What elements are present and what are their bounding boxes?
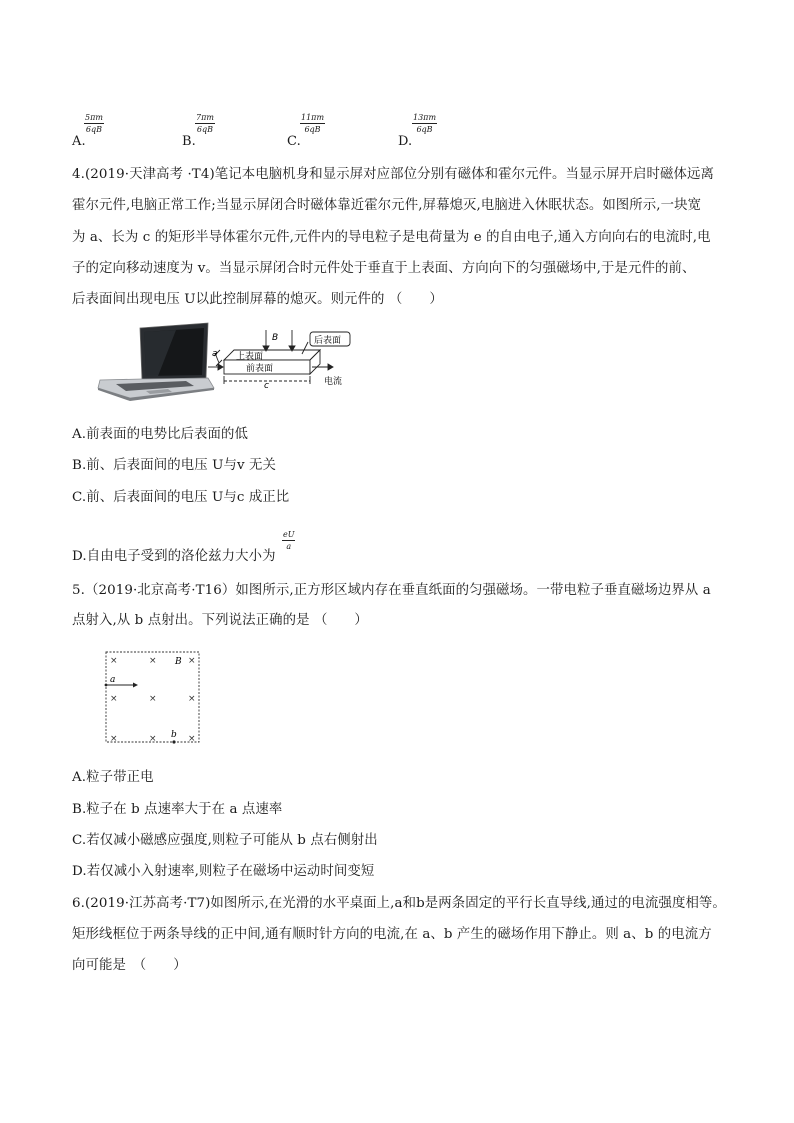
cross-mark: × — [110, 734, 118, 744]
laptop-icon — [98, 323, 214, 401]
q5-option-c: C.若仅减小磁感应强度,则粒子可能从 b 点右侧射出 — [72, 833, 378, 848]
q5-line-2: 点射入,从 b 点射出。下列说法正确的是 （ ） — [72, 613, 368, 628]
q5-figure — [100, 648, 210, 748]
q4-line-5: 后表面间出现电压 U以此控制屏幕的熄灭。则元件的 （ ） — [72, 292, 443, 307]
q4-fig-label-a: a — [212, 349, 218, 359]
magnetic-field-square-diagram — [100, 648, 210, 748]
q4-option-c: C.前、后表面间的电压 U与c 成正比 — [72, 490, 290, 505]
q3-option-b-fraction — [195, 113, 215, 134]
q4-option-d: D.自由电子受到的洛伦兹力大小为 — [72, 549, 276, 564]
q4-line-4: 子的定向移动速度为 v。当显示屏闭合时元件处于垂直于上表面、方向向下的匀强磁场中,于是元件的前、 — [72, 261, 696, 276]
q4-option-a: A.前表面的电势比后表面的低 — [72, 427, 249, 442]
q3-option-b-num: 7πm — [196, 113, 214, 122]
cross-mark: × — [188, 694, 196, 704]
cross-mark: × — [149, 734, 157, 744]
q4-option-d-den: a — [286, 542, 292, 551]
q4-fig-label-b: B — [272, 333, 279, 343]
q3-option-c-label: C. — [287, 134, 301, 149]
q4-fig-label-top: 上表面 — [236, 352, 264, 362]
q6-line-1: 6.(2019·江苏高考·T7)如图所示,在光滑的水平桌面上,a和b是两条固定的平行长直导线,通过的电流强度相等。 — [72, 896, 726, 911]
q5-option-a: A.粒子带正电 — [72, 770, 154, 785]
q3-option-d-num: 13πm — [413, 113, 437, 122]
q3-option-b-label: B. — [182, 134, 196, 149]
q4-line-3: 为 a、长为 c 的矩形半导体霍尔元件,元件内的导电粒子是电荷量为 e 的自由电子,通入方向向右的电流时,电 — [72, 230, 711, 245]
q6-line-3: 向可能是 （ ） — [72, 958, 187, 973]
q5-fig-label-b-field: B — [175, 657, 182, 667]
q4-option-d-num: eU — [283, 530, 295, 539]
q4-option-b: B.前、后表面间的电压 U与v 无关 — [72, 458, 276, 473]
q3-option-d-fraction — [412, 113, 437, 134]
laptop-hall-element-diagram — [96, 320, 366, 410]
cross-mark: × — [110, 656, 118, 666]
q3-option-b-den: 6qB — [196, 125, 214, 134]
q3-option-c-num: 11πm — [301, 113, 325, 122]
q5-fig-label-b-point: b — [171, 730, 177, 740]
q5-line-1: 5.（2019·北京高考·T16）如图所示,正方形区域内存在垂直纸面的匀强磁场。一带电粒子垂直磁场边界从 a — [72, 583, 711, 598]
q3-option-a-den: 6qB — [85, 125, 103, 134]
cross-mark: × — [149, 694, 157, 704]
cross-mark: × — [188, 734, 196, 744]
q3-option-d-den: 6qB — [416, 125, 433, 134]
cross-mark: × — [110, 694, 118, 704]
q4-fig-label-c: c — [264, 381, 269, 391]
exit-point-b — [172, 740, 175, 743]
q4-option-d-fraction — [282, 530, 295, 551]
q4-line-2: 霍尔元件,电脑正常工作;当显示屏闭合时磁体靠近霍尔元件,屏幕熄灭,电脑进入休眠状态。如图所示,一块宽 — [72, 198, 702, 213]
q3-option-a-fraction — [84, 113, 104, 134]
q3-option-a-label: A. — [72, 134, 86, 149]
q5-option-b: B.粒子在 b 点速率大于在 a 点速率 — [72, 802, 283, 817]
q6-line-2: 矩形线框位于两条导线的正中间,通有顺时针方向的电流,在 a、b 产生的磁场作用下静止。则 a、b 的电流方 — [72, 927, 712, 942]
q4-fig-label-current: 电流 — [324, 377, 343, 387]
q4-fig-label-front: 前表面 — [246, 364, 274, 374]
q3-option-c-fraction — [300, 113, 325, 134]
q3-option-d-label: D. — [398, 134, 413, 149]
cross-mark: × — [149, 656, 157, 666]
q5-fig-label-a: a — [110, 675, 116, 685]
q3-option-c-den: 6qB — [304, 125, 321, 134]
cross-mark: × — [188, 656, 196, 666]
q5-option-d: D.若仅减小入射速率,则粒子在磁场中运动时间变短 — [72, 864, 375, 879]
q4-figure — [96, 320, 366, 410]
q4-fig-label-back: 后表面 — [314, 336, 342, 346]
q3-option-a-num: 5πm — [85, 113, 103, 122]
q4-line-1: 4.(2019·天津高考 ·T4)笔记本电脑机身和显示屏对应部位分别有磁体和霍尔元件。当显示屏开启时磁体远离 — [72, 167, 714, 182]
